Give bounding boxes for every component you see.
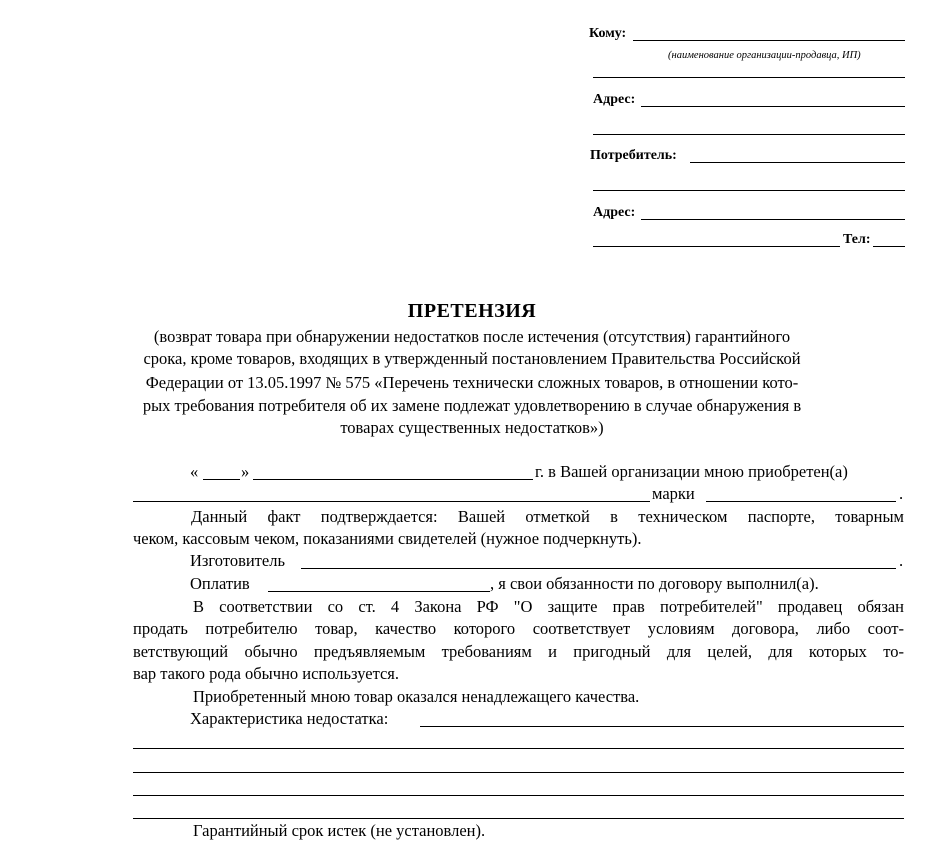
quality-text: Приобретенный мною товар оказался ненадлежащего качества. bbox=[193, 687, 640, 706]
law-line-3: ветствующий обычно предъявляемым требованиям и пригодный для целей, для которых то- bbox=[133, 642, 904, 661]
law-line-2: продать потребителю товар, качество которого соответствует условиям договора, либо соот- bbox=[133, 619, 904, 638]
address-label: Адрес: bbox=[593, 92, 636, 107]
law-line-1: В соответствии со ст. 4 Закона РФ "О защите прав потребителей" продавец обязан bbox=[193, 597, 904, 616]
date-close-quote: » bbox=[241, 462, 250, 481]
to-field[interactable] bbox=[633, 40, 905, 41]
defect-field-line-4[interactable] bbox=[133, 795, 904, 796]
warranty-text: Гарантийный срок истек (не установлен). bbox=[193, 821, 486, 840]
paid-field[interactable] bbox=[268, 591, 490, 592]
address2-label: Адрес: bbox=[593, 205, 636, 220]
confirm-line-2: чеком, кассовым чеком, показаниями свидетелей (нужное подчеркнуть). bbox=[133, 529, 642, 548]
manufacturer-label: Изготовитель bbox=[190, 551, 285, 570]
date-open-quote: « bbox=[190, 462, 199, 481]
address-field[interactable] bbox=[641, 106, 905, 107]
subtitle-line-1: (возврат товара при обнаружении недостатков после истечения (отсутствия) гарантийного bbox=[153, 327, 791, 346]
purchased-text: г. в Вашей организации мною приобретен(а) bbox=[535, 462, 848, 481]
confirm-line-1: Данный факт подтверждается: Вашей отметкой в техническом паспорте, товарным bbox=[191, 507, 904, 526]
brand-field[interactable] bbox=[706, 501, 896, 502]
defect-label: Характеристика недостатка: bbox=[190, 709, 389, 728]
consumer-label: Потребитель: bbox=[590, 148, 677, 163]
paid-text: , я свои обязанности по договору выполнил(а). bbox=[490, 574, 819, 593]
manufacturer-period: . bbox=[899, 551, 904, 570]
document-title: ПРЕТЕНЗИЯ bbox=[407, 300, 537, 322]
defect-field-line-5[interactable] bbox=[133, 818, 904, 819]
to-hint: (наименование организации-продавца, ИП) bbox=[668, 50, 861, 61]
brand-period: . bbox=[899, 484, 904, 503]
date-month-year-field[interactable] bbox=[253, 479, 533, 480]
date-day-field[interactable] bbox=[203, 479, 240, 480]
address2-field[interactable] bbox=[641, 219, 905, 220]
defect-field[interactable] bbox=[420, 726, 904, 727]
defect-field-line-3[interactable] bbox=[133, 772, 904, 773]
subtitle-line-3: Федерации от 13.05.1997 № 575 «Перечень технически сложных товаров, в отношении кото- bbox=[145, 373, 799, 392]
to-field-extra[interactable] bbox=[593, 77, 905, 78]
paid-label: Оплатив bbox=[190, 574, 250, 593]
to-label: Кому: bbox=[589, 26, 627, 41]
address2-field-extra[interactable] bbox=[593, 246, 840, 247]
subtitle-line-2: срока, кроме товаров, входящих в утвержденный постановлением Правительства Российской bbox=[143, 349, 801, 368]
address-field-extra[interactable] bbox=[593, 134, 905, 135]
manufacturer-field[interactable] bbox=[301, 568, 896, 569]
consumer-field[interactable] bbox=[690, 162, 905, 163]
phone-field[interactable] bbox=[873, 246, 905, 247]
subtitle-line-5: товарах существенных недостатков») bbox=[340, 418, 604, 437]
defect-field-line-2[interactable] bbox=[133, 748, 904, 749]
subtitle-line-4: рых требования потребителя об их замене подлежат удовлетворению в случае обнаружения в bbox=[142, 396, 802, 415]
brand-label: марки bbox=[652, 484, 695, 503]
product-field[interactable] bbox=[133, 501, 650, 502]
phone-label: Тел: bbox=[843, 232, 871, 247]
consumer-field-extra[interactable] bbox=[593, 190, 905, 191]
law-line-4: вар такого рода обычно используется. bbox=[133, 664, 400, 683]
